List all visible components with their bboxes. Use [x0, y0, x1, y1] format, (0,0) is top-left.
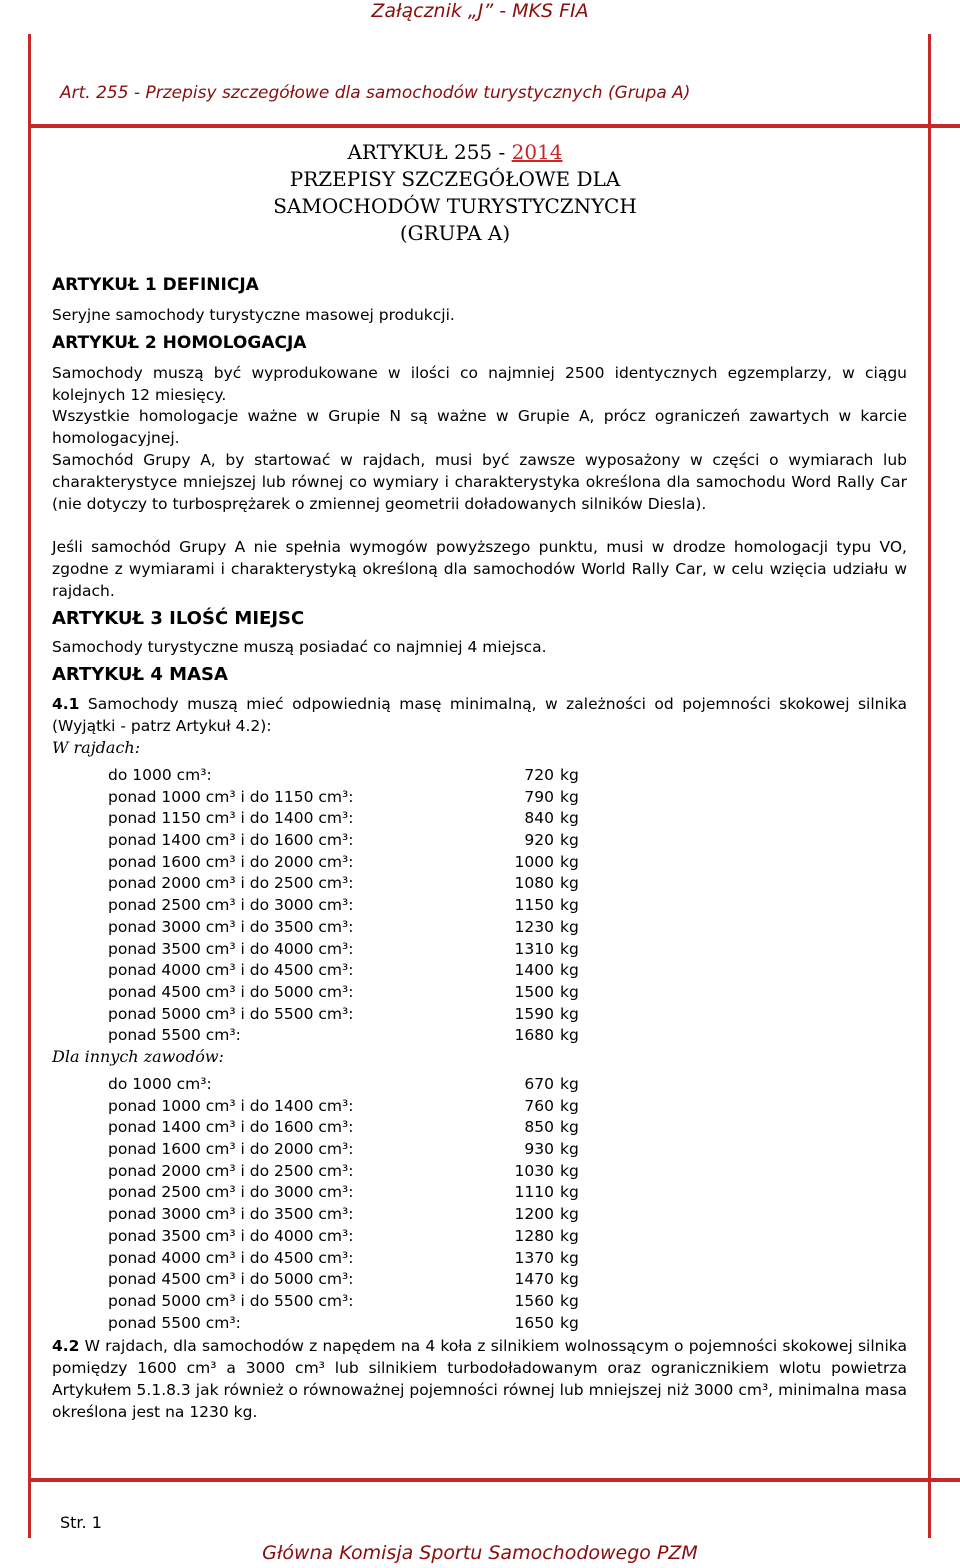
mass-row-label: ponad 4500 cm³ i do 5000 cm³: [108, 1270, 354, 1289]
mass-row [108, 808, 579, 830]
mass-row-label: ponad 4000 cm³ i do 4500 cm³: [108, 961, 354, 980]
mass-row-value: 840 [524, 809, 554, 828]
title-article: ARTYKUŁ 255 - [347, 140, 512, 164]
mass-row-unit: kg [560, 809, 579, 828]
art4-2-number: 4.2 [52, 1337, 80, 1355]
mass-row-unit: kg [560, 1004, 579, 1023]
mass-row-unit: kg [560, 1270, 579, 1289]
mass-row-label: do 1000 cm³: [108, 766, 212, 784]
mass-row-value: 1150 [514, 896, 554, 915]
mass-row [108, 1182, 579, 1204]
mass-row-label: ponad 5500 cm³: [108, 1313, 241, 1332]
mass-row [108, 1248, 579, 1270]
mass-row-label: ponad 2500 cm³ i do 3000 cm³: [108, 896, 354, 915]
mass-row [108, 1313, 579, 1335]
title-line-3: SAMOCHODÓW TURYSTYCZNYCH [273, 194, 637, 218]
mass-row-label: ponad 3500 cm³ i do 4000 cm³: [108, 939, 354, 958]
mass-row-unit: kg [560, 1026, 579, 1045]
mass-row-value: 1200 [514, 1205, 554, 1224]
mass-row-label: ponad 2500 cm³ i do 3000 cm³: [108, 1183, 354, 1202]
mass-row [108, 1291, 579, 1313]
mass-row-value: 1230 [514, 917, 554, 936]
mass-row-label: ponad 1600 cm³ i do 2000 cm³: [108, 1140, 354, 1159]
mass-row-label: ponad 4500 cm³ i do 5000 cm³: [108, 982, 354, 1001]
mass-row [108, 895, 579, 917]
mass-row [108, 852, 579, 874]
art3-heading: ARTYKUŁ 3 ILOŚĆ MIEJSC [52, 608, 305, 629]
mass-row-value: 1030 [514, 1161, 554, 1180]
art2-paragraph-4: Jeśli samochód Grupy A nie spełnia wymogów powyższego punktu, musi w drodze homologacji typu VO, zgodne z wymiarami i charakterystyką określoną dla samochodów World Rally Car, w celu wzięcia udziału w rajdach. [52, 538, 907, 600]
mass-row [108, 873, 579, 895]
mass-row-value: 1470 [514, 1270, 554, 1289]
mass-row-label: ponad 1150 cm³ i do 1400 cm³: [108, 809, 354, 828]
mass-row-label: ponad 4000 cm³ i do 4500 cm³: [108, 1248, 354, 1267]
mass-row-label: ponad 5000 cm³ i do 5500 cm³: [108, 1004, 354, 1023]
mass-row-label: do 1000 cm³: [108, 1075, 212, 1093]
document-title [170, 139, 740, 247]
mass-row [108, 960, 579, 982]
left-margin-line [28, 34, 31, 1538]
mass-row-unit: kg [560, 1313, 579, 1332]
art1-text: Seryjne samochody turystyczne masowej produkcji. [52, 306, 455, 324]
mass-row-value: 670 [524, 1075, 554, 1093]
mass-row-value: 760 [524, 1096, 554, 1115]
art2-heading: ARTYKUŁ 2 HOMOLOGACJA [52, 333, 307, 353]
mass-row-unit: kg [560, 766, 579, 784]
mass-row-unit: kg [560, 1291, 579, 1310]
mass-row [108, 917, 579, 939]
mass-row-value: 790 [524, 787, 554, 806]
title-line-4: (GRUPA A) [399, 221, 511, 245]
mass-row-value: 1370 [514, 1248, 554, 1267]
mass-row-unit: kg [560, 1183, 579, 1202]
mass-row-unit: kg [560, 1096, 579, 1115]
mass-row [108, 1204, 579, 1226]
art2-paragraph-2: Wszystkie homologacje ważne w Grupie N są ważne w Grupie A, prócz ograniczeń zawartych w karcie homologacyjnej. [52, 407, 907, 447]
page-number: Str. 1 [60, 1513, 102, 1532]
title-year: 2014 [511, 140, 563, 164]
mass-row-unit: kg [560, 1226, 579, 1245]
mass-row-unit: kg [560, 1140, 579, 1159]
mass-row-value: 1560 [514, 1291, 554, 1310]
mass-row-unit: kg [560, 1161, 579, 1180]
mass-row-unit: kg [560, 961, 579, 980]
mass-row-value: 1080 [514, 874, 554, 893]
mass-row-label: ponad 5500 cm³: [108, 1026, 241, 1045]
mass-row-label: ponad 2000 cm³ i do 2500 cm³: [108, 1161, 354, 1180]
mass-row [108, 787, 579, 809]
mass-row [108, 1226, 579, 1248]
art4-heading: ARTYKUŁ 4 MASA [52, 664, 228, 685]
mass-row [108, 1004, 579, 1026]
mass-row-unit: kg [560, 874, 579, 893]
mass-row [108, 939, 579, 961]
mass-row-value: 930 [524, 1140, 554, 1159]
mass-row-unit: kg [560, 1205, 579, 1224]
mass-row [108, 1269, 579, 1291]
footer-organization: Główna Komisja Sportu Samochodowego PZM [262, 1542, 698, 1564]
title-line-2: PRZEPISY SZCZEGÓŁOWE DLA [289, 167, 621, 191]
mass-row-value: 1500 [514, 982, 554, 1001]
mass-row-unit: kg [560, 1118, 579, 1137]
mass-row-label: ponad 1400 cm³ i do 1600 cm³: [108, 831, 354, 850]
mass-row [108, 830, 579, 852]
mass-row [108, 1074, 579, 1096]
art3-text: Samochody turystyczne muszą posiadać co najmniej 4 miejsca. [52, 638, 547, 656]
mass-row-unit: kg [560, 982, 579, 1001]
mass-row-value: 1400 [514, 961, 554, 980]
mass-row-value: 1310 [514, 939, 554, 958]
mass-row-label: ponad 3500 cm³ i do 4000 cm³: [108, 1226, 354, 1245]
mass-row [108, 1025, 579, 1047]
mass-row-unit: kg [560, 831, 579, 850]
art4-2-paragraph [52, 1335, 907, 1423]
mass-row-label: ponad 1000 cm³ i do 1400 cm³: [108, 1096, 354, 1115]
art4-1-text: Samochody muszą mieć odpowiednią masę minimalną, w zależności od pojemności skokowej silnika (Wyjątki - patrz Artykuł 4.2): [52, 695, 907, 735]
mass-row [108, 1117, 579, 1139]
mass-row [108, 1161, 579, 1183]
mass-row-unit: kg [560, 896, 579, 915]
art1-heading: ARTYKUŁ 1 DEFINICJA [52, 275, 259, 295]
mass-row-unit: kg [560, 852, 579, 871]
mass-row-unit: kg [560, 787, 579, 806]
mass-row-label: ponad 3000 cm³ i do 3500 cm³: [108, 917, 354, 936]
article-reference: Art. 255 - Przepisy szczegółowe dla samochodów turystycznych (Grupa A) [60, 83, 691, 103]
mass-row-unit: kg [560, 1248, 579, 1267]
mass-row-label: ponad 5000 cm³ i do 5500 cm³: [108, 1291, 354, 1310]
mass-row-value: 1280 [514, 1226, 554, 1245]
mass-row [108, 982, 579, 1004]
mass-row [108, 765, 579, 787]
rally-label: W rajdach: [52, 738, 141, 757]
mass-row-unit: kg [560, 917, 579, 936]
mass-row-value: 1590 [514, 1004, 554, 1023]
mass-row-label: ponad 1600 cm³ i do 2000 cm³: [108, 852, 354, 871]
art4-1-paragraph [52, 693, 907, 737]
mass-row-value: 720 [524, 766, 554, 784]
mass-row-value: 1000 [514, 852, 554, 871]
attachment-header: Załącznik „J” - MKS FIA [371, 0, 589, 22]
mass-row-label: ponad 3000 cm³ i do 3500 cm³: [108, 1205, 354, 1224]
other-events-label: Dla innych zawodów: [52, 1047, 224, 1066]
mass-row-value: 850 [524, 1118, 554, 1137]
mass-row-value: 920 [524, 831, 554, 850]
top-divider [28, 124, 960, 128]
art2-paragraph-3: Samochód Grupy A, by startować w rajdach, musi być zawsze wyposażony w części o wymiarach lub charakterystyce mniejszej lub równej co wymiary i charakterystyka określona dla samochodu Word Rally Car (nie dotyczy to turbosprężarek o zmiennej geometrii doładowanych silników Diesla). [52, 451, 907, 513]
bottom-divider [28, 1478, 960, 1482]
art4-1-number: 4.1 [52, 695, 80, 713]
mass-row-unit: kg [560, 939, 579, 958]
mass-row-label: ponad 1000 cm³ i do 1150 cm³: [108, 787, 354, 806]
mass-row-unit: kg [560, 1075, 579, 1093]
art2-paragraph-1: Samochody muszą być wyprodukowane w ilości co najmniej 2500 identycznych egzemplarzy, w ciągu kolejnych 12 miesięcy. [52, 364, 907, 404]
mass-row-label: ponad 2000 cm³ i do 2500 cm³: [108, 874, 354, 893]
mass-row [108, 1096, 579, 1118]
mass-row-value: 1650 [514, 1313, 554, 1332]
mass-row-label: ponad 1400 cm³ i do 1600 cm³: [108, 1118, 354, 1137]
art4-2-text: W rajdach, dla samochodów z napędem na 4 koła z silnikiem wolnossącym o pojemności skokowej silnika pomiędzy 1600 cm³ a 3000 cm³ lub silnikiem turbodoładowanym oraz ogranicznikiem wlotu powietrza Artykułem 5.1.8.3 jak również o równoważnej pojemności równej lub mniejszej niż 3000 cm³, minimalna masa określona jest na 1230 kg. [52, 1337, 907, 1421]
other-mass-table [108, 1074, 579, 1334]
rally-mass-table [108, 765, 579, 1047]
mass-row-value: 1110 [514, 1183, 554, 1202]
mass-row-value: 1680 [514, 1026, 554, 1045]
mass-row [108, 1139, 579, 1161]
right-margin-line [928, 34, 931, 1538]
